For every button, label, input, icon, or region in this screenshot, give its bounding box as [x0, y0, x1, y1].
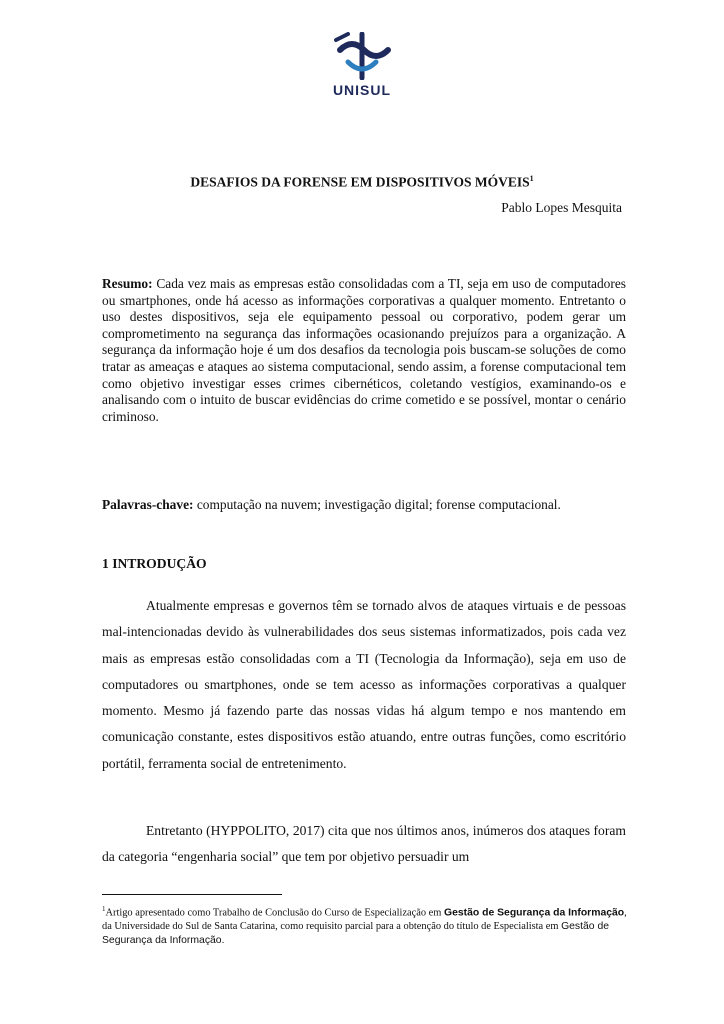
- university-logo: [320, 32, 404, 100]
- footnote: [102, 902, 628, 948]
- logo-text: UNISUL: [332, 82, 392, 98]
- footnote-text: Artigo apresentado como Trabalho de Conclusão do Curso de Especialização em: [105, 907, 444, 919]
- section-heading: 1 INTRODUÇÃO: [102, 556, 207, 571]
- keywords-text: computação na nuvem; investigação digital; forense computacional.: [193, 497, 561, 512]
- keywords: [102, 497, 561, 513]
- footnote-divider: [102, 894, 282, 895]
- abstract: [102, 276, 626, 425]
- abstract-text: Cada vez mais as empresas estão consolidadas com a TI, seja em uso de computadores ou smartphones, onde há acesso as informações corporativas a qualquer momento. Entretanto o uso destes dispositivos, seja ele equipamento pessoal ou corporativo, podem gerar um comprometimento na segurança das informações ocasionando prejuízos para a organização. A segurança da informação hoje é um dos desafios da tecnologia pois buscam-se soluções de como tratar as ameaças e ataques ao sistema computacional, sendo assim, a forense computacional tem como objetivo investigar esses crimes cibernéticos, coletando vestígios, examinando-os e analisando com o intuito de buscar evidências do crime cometido e se possível, montar o cenário criminoso.: [102, 276, 626, 424]
- title-footnote-mark: 1: [529, 174, 534, 183]
- unisul-emblem-icon: [332, 32, 392, 80]
- keywords-label: Palavras-chave:: [102, 497, 194, 512]
- body-paragraph: Entretanto (HYPPOLITO, 2017) cita que nos últimos anos, inúmeros dos ataques foram da categoria “engenharia social” que tem por objetivo persuadir um: [102, 823, 626, 865]
- abstract-label: Resumo:: [102, 276, 153, 291]
- author-name: Pablo Lopes Mesquita: [501, 200, 622, 215]
- body-paragraph: Atualmente empresas e governos têm se tornado alvos de ataques virtuais e de pessoas mal-intencionadas devido às vulnerabilidades dos seus sistemas informatizados, pois cada vez mais as empresas estão consolidadas com a TI (Tecnologia da Informação), seja em uso de computadores ou smartphones, onde se tem acesso as informações corporativas a qualquer momento. Mesmo já fazendo parte das nossas vidas há algum tempo e nos mantendo em comunicação constante, estes dispositivos estão atuando, entre outras funções, como escritório portátil, ferramenta social de entretenimento.: [102, 598, 626, 771]
- footnote-text: , da Universidade do Sul de Santa Catarina, como requisito parcial para a obtenção do título de Especialista em: [102, 907, 627, 933]
- title-text: DESAFIOS DA FORENSE EM DISPOSITIVOS MÓVEIS: [190, 174, 530, 190]
- paper-title: [100, 174, 624, 191]
- footnote-text: Gestão de Segurança da Informação.: [102, 921, 610, 947]
- footnote-mark: 1: [102, 905, 106, 913]
- footnote-bold-text: Gestão de Segurança da Informação: [443, 907, 625, 919]
